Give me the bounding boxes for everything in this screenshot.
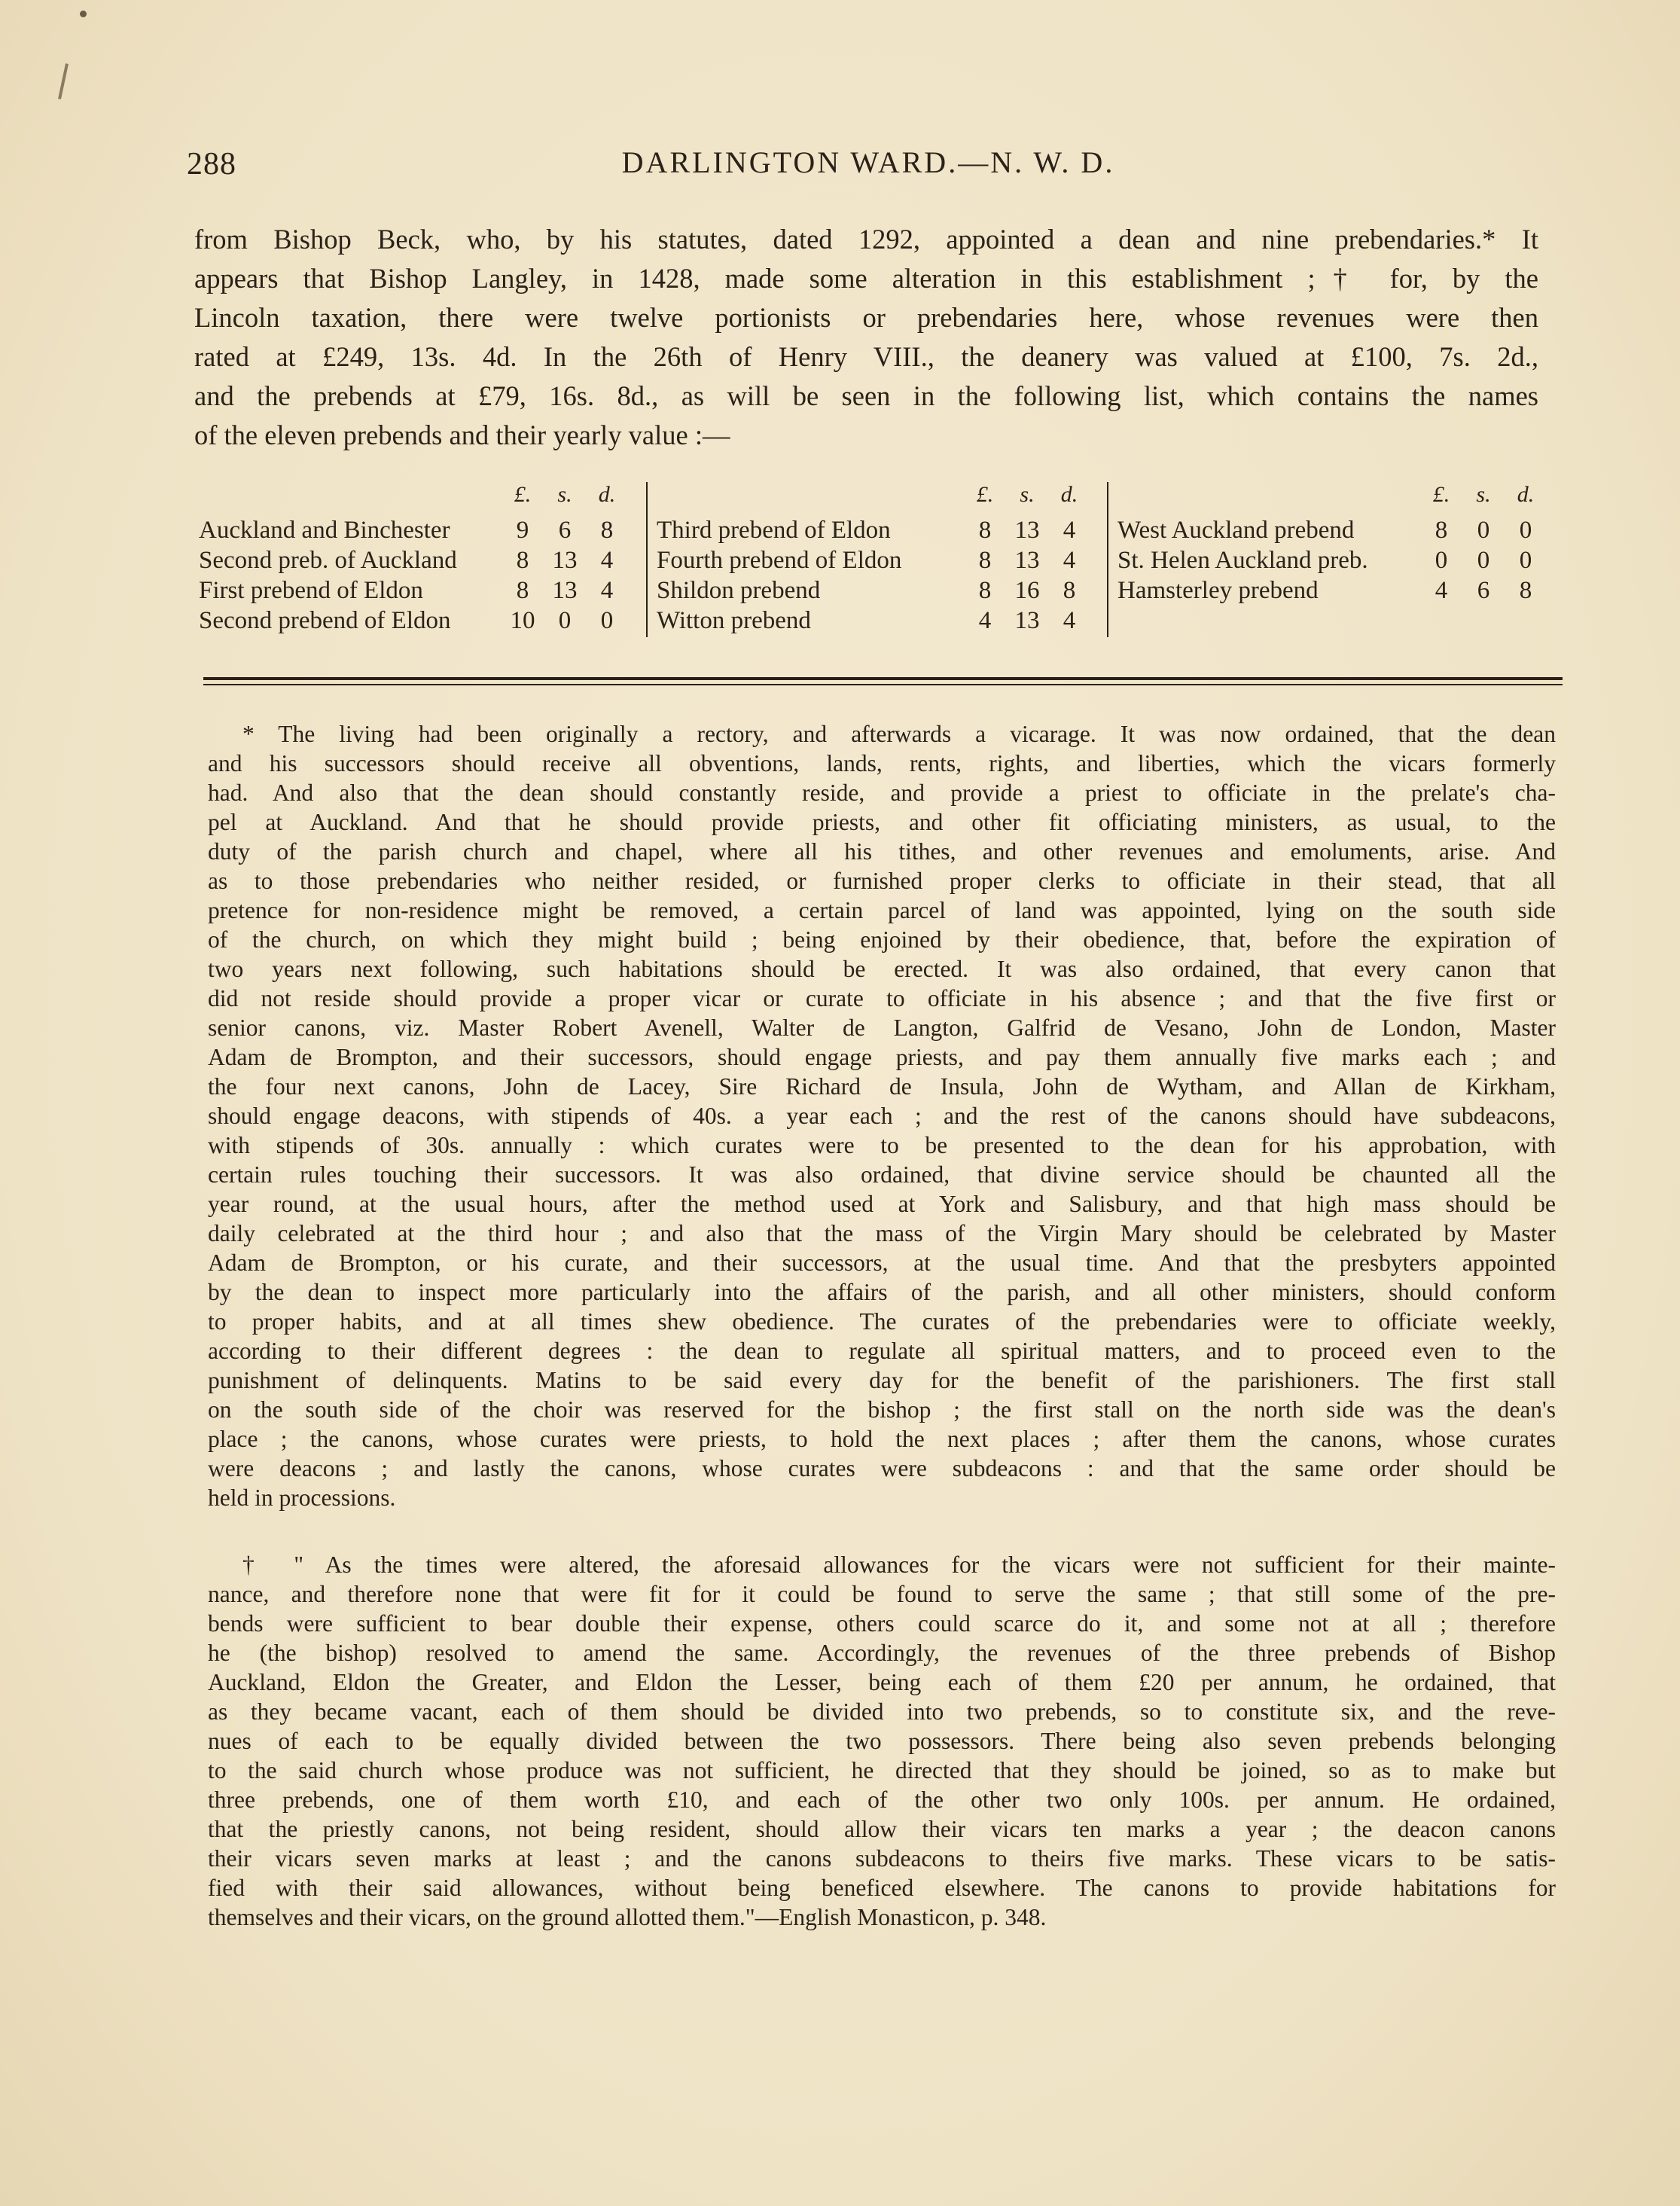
pounds-value: 8 <box>978 577 992 604</box>
footnote-line: he (the bishop) resolved to amend the same. Accordingly, the revenues of the three prebends of Bishop <box>208 1640 1556 1666</box>
pence-value: 0 <box>1519 547 1532 574</box>
footnote-line: had. And also that the dean should constantly reside, and provide a priest to officiate in the prelate's cha- <box>208 780 1556 806</box>
footnote-line: Auckland, Eldon the Greater, and Eldon the Lesser, being each of them £20 per annum, he ordained, that <box>208 1669 1556 1695</box>
footnote-separator-thin-rule <box>203 684 1563 685</box>
prebend-value <box>964 575 1090 606</box>
main-text-line: and the prebends at £79, 16s. 8d., as will be seen in the following list, which contains the names <box>194 380 1538 411</box>
footnote-line: their vicars seven marks at least ; and the canons subdeacons to theirs five marks. These vicars to be satis- <box>208 1845 1556 1872</box>
pounds-value: 0 <box>1435 547 1448 574</box>
prebend-value <box>502 575 628 606</box>
shillings-value: 0 <box>1477 547 1490 574</box>
footnote-line: as to those prebendaries who neither resided, or furnished proper clerks to officiate in their stead, that all <box>208 868 1556 894</box>
shillings-header: s. <box>557 482 572 507</box>
footnote-line: were deacons ; and lastly the canons, whose curates were subdeacons : and that the same order should be <box>208 1455 1556 1481</box>
footnote-line: as they became vacant, each of them should be divided into two prebends, so to constitute six, and the reve- <box>208 1698 1556 1725</box>
footnote-line: punishment of delinquents. Matins to be said every day for the benefit of the parishioners. The first stall <box>208 1367 1556 1393</box>
shillings-value: 16 <box>1014 577 1040 604</box>
pounds-value: 8 <box>516 547 529 574</box>
footnote-line: held in processions. <box>208 1484 396 1511</box>
footnote-line: two years next following, such habitations should be erected. It was also ordained, that every canon that <box>208 956 1556 982</box>
footnote-line: by the dean to inspect more particularly into the affairs of the parish, and all other ministers, should conform <box>208 1279 1556 1305</box>
footnote-line: bends were sufficient to bear double their expense, others could scarce do it, and some not at all ; therefore <box>208 1610 1556 1637</box>
prebends-column-3 <box>1107 482 1556 637</box>
pounds-value: 8 <box>516 577 529 604</box>
footnote-line: certain rules touching their successors. It was also ordained, that divine service should be chaunted all the <box>208 1161 1556 1188</box>
footnote-line: themselves and their vicars, on the ground allotted them."—English Monasticon, p. 348. <box>208 1904 1047 1930</box>
footnote-line: did not reside should provide a proper vicar or curate to officiate in his absence ; and that the five first or <box>208 985 1556 1011</box>
pounds-value: 8 <box>978 517 992 544</box>
footnote-line: that the priestly canons, not being resident, should allow their vicars ten marks a year ; the deacon canons <box>208 1816 1556 1842</box>
prebends-column-2 <box>646 482 1099 637</box>
prebend-name: Auckland and Binchester <box>199 517 450 544</box>
footnote-line: place ; the canons, whose curates were priests, to hold the next places ; after them the canons, whose curates <box>208 1426 1556 1452</box>
footnote-asterisk <box>208 719 1556 1512</box>
prebend-name: First prebend of Eldon <box>199 577 423 604</box>
shillings-value: 13 <box>1014 517 1040 544</box>
prebend-value <box>1420 575 1547 606</box>
footnote-line: three prebends, one of them worth £10, and each of the other two only 100s. per annum. He ordained, <box>208 1786 1556 1813</box>
prebend-row <box>657 515 1090 545</box>
page-header <box>187 140 1550 185</box>
prebends-column-1 <box>199 482 637 637</box>
prebend-value <box>502 606 628 636</box>
ink-spot <box>80 11 87 17</box>
prebend-name: West Auckland prebend <box>1117 517 1355 544</box>
prebend-name: Hamsterley prebend <box>1117 577 1319 604</box>
footnote-line: year round, at the usual hours, after the method used at York and Salisbury, and that high mass should be <box>208 1191 1556 1217</box>
prebend-row <box>657 545 1090 575</box>
prebend-value <box>502 545 628 575</box>
shillings-value: 13 <box>552 547 578 574</box>
pounds-value: 4 <box>978 607 992 634</box>
pounds-value: 4 <box>1435 577 1448 604</box>
prebend-name: Second preb. of Auckland <box>199 547 457 574</box>
page-number: 288 <box>187 147 236 182</box>
pounds-value: 9 <box>516 517 529 544</box>
footnote-line: senior canons, viz. Master Robert Avenell, Walter de Langton, Galfrid de Vesano, John de London, Master <box>208 1015 1556 1041</box>
prebend-value <box>964 606 1090 636</box>
pence-value: 8 <box>1519 577 1532 604</box>
footnote-line: on the south side of the choir was reserved for the bishop ; the first stall on the north side was the dean's <box>208 1396 1556 1423</box>
prebends-table <box>199 482 1554 637</box>
footnote-line: † " As the times were altered, the aforesaid allowances for the vicars were not sufficient for their mainte- <box>242 1552 1556 1578</box>
pence-value: 0 <box>600 607 614 634</box>
currency-header <box>1420 482 1547 508</box>
footnote-line: * The living had been originally a rectory, and afterwards a vicarage. It was now ordained, that the dean <box>242 721 1556 747</box>
pence-value: 4 <box>600 547 614 574</box>
pounds-value: 8 <box>978 547 992 574</box>
pounds-value: 8 <box>1435 517 1448 544</box>
main-text-line: rated at £249, 13s. 4d. In the 26th of Henry VIII., the deanery was valued at £100, 7s. 2d., <box>194 341 1538 372</box>
main-paragraph <box>194 220 1538 455</box>
prebend-row <box>199 606 628 636</box>
prebend-row <box>199 575 628 606</box>
pence-header: d. <box>598 482 616 507</box>
prebend-value <box>502 515 628 545</box>
main-text-line: Lincoln taxation, there were twelve portionists or prebendaries here, whose revenues were then <box>194 302 1538 333</box>
footnote-line: pretence for non-residence might be removed, a certain parcel of land was appointed, lying on the south side <box>208 897 1556 923</box>
pence-value: 4 <box>1063 607 1076 634</box>
pence-value: 4 <box>1063 517 1076 544</box>
footnote-line: and his successors should receive all obventions, lands, rents, rights, and liberties, which the vicars formerly <box>208 750 1556 777</box>
footnote-line: to the said church whose produce was not sufficient, he directed that they should be joined, so as to make but <box>208 1757 1556 1783</box>
footnote-line: should engage deacons, with stipends of 40s. a year each ; and the rest of the canons should have subdeacons, <box>208 1103 1556 1129</box>
prebend-value <box>964 515 1090 545</box>
pence-value: 4 <box>600 577 614 604</box>
footnote-line: duty of the parish church and chapel, where all his tithes, and other revenues and emoluments, arise. And <box>208 838 1556 865</box>
footnote-line: nues of each to be equally divided between the two possessors. There being also seven prebends belonging <box>208 1728 1556 1754</box>
prebend-row <box>1117 575 1547 606</box>
footnote-line: according to their different degrees : the dean to regulate all spiritual matters, and to proceed even to the <box>208 1338 1556 1364</box>
main-text-line: of the eleven prebends and their yearly value :— <box>194 420 730 450</box>
prebend-row <box>199 515 628 545</box>
prebend-value <box>1420 545 1547 575</box>
shillings-value: 13 <box>552 577 578 604</box>
footnote-dagger <box>208 1550 1556 1932</box>
shillings-value: 13 <box>1014 607 1040 634</box>
footnote-line: with stipends of 30s. annually : which curates were to be presented to the dean for his approbation, with <box>208 1132 1556 1158</box>
pence-value: 0 <box>1519 517 1532 544</box>
footnote-line: to proper habits, and at all times shew obedience. The curates of the prebendaries were to officiate weekly, <box>208 1308 1556 1335</box>
prebend-name: St. Helen Auckland preb. <box>1117 547 1368 574</box>
prebend-value <box>1420 515 1547 545</box>
shillings-value: 0 <box>558 607 572 634</box>
shillings-header: s. <box>1476 482 1491 507</box>
prebend-row <box>1117 515 1547 545</box>
shillings-value: 0 <box>1477 517 1490 544</box>
prebend-row <box>657 606 1090 636</box>
footnote-line: Adam de Brompton, and their successors, should engage priests, and pay them annually five marks each ; and <box>208 1044 1556 1070</box>
footnote-line: fied with their said allowances, without being beneficed elsewhere. The canons to provide habitations for <box>208 1875 1556 1901</box>
footnote-line: pel at Auckland. And that he should provide priests, and other fit officiating ministers, as usual, to the <box>208 809 1556 835</box>
shillings-header: s. <box>1020 482 1035 507</box>
prebend-name: Witton prebend <box>657 607 811 634</box>
prebend-value <box>964 545 1090 575</box>
prebend-name: Third prebend of Eldon <box>657 517 891 544</box>
pence-header: d. <box>1517 482 1535 507</box>
pounds-header: £. <box>514 482 532 507</box>
shillings-value: 6 <box>558 517 572 544</box>
currency-header <box>964 482 1090 508</box>
footnote-line: of the church, on which they might build ; being enjoined by their obedience, that, before the expiration of <box>208 926 1556 953</box>
main-text-line: appears that Bishop Langley, in 1428, made some alteration in this establishment ;† for, by the <box>194 263 1538 294</box>
currency-header <box>502 482 628 508</box>
prebend-name: Fourth prebend of Eldon <box>657 547 902 574</box>
footnote-line: the four next canons, John de Lacey, Sire Richard de Insula, John de Wytham, and Allan de Kirkham, <box>208 1073 1556 1100</box>
main-text-line: from Bishop Beck, who, by his statutes, dated 1292, appointed a dean and nine prebendaries.* It <box>194 224 1538 255</box>
pence-value: 4 <box>1063 547 1076 574</box>
prebend-name: Shildon prebend <box>657 577 821 604</box>
pounds-value: 10 <box>510 607 535 634</box>
running-head: DARLINGTON WARD.—N. W. D. <box>621 145 1115 179</box>
pence-header: d. <box>1060 482 1078 507</box>
pounds-header: £. <box>1432 482 1450 507</box>
pence-value: 8 <box>1063 577 1076 604</box>
footnote-line: daily celebrated at the third hour ; and also that the mass of the Virgin Mary should be celebrated by Master <box>208 1220 1556 1246</box>
shillings-value: 6 <box>1477 577 1490 604</box>
footnote-separator-rule <box>203 677 1563 680</box>
prebend-row <box>199 545 628 575</box>
prebend-name: Second prebend of Eldon <box>199 607 451 634</box>
footnote-line: nance, and therefore none that were fit for it could be found to serve the same ; that still some of the pre- <box>208 1581 1556 1607</box>
prebend-row <box>657 575 1090 606</box>
shillings-value: 13 <box>1014 547 1040 574</box>
prebend-row <box>1117 545 1547 575</box>
footnote-line: Adam de Brompton, or his curate, and their successors, at the usual time. And that the presbyters appointed <box>208 1249 1556 1276</box>
pounds-header: £. <box>976 482 994 507</box>
pence-value: 8 <box>600 517 614 544</box>
